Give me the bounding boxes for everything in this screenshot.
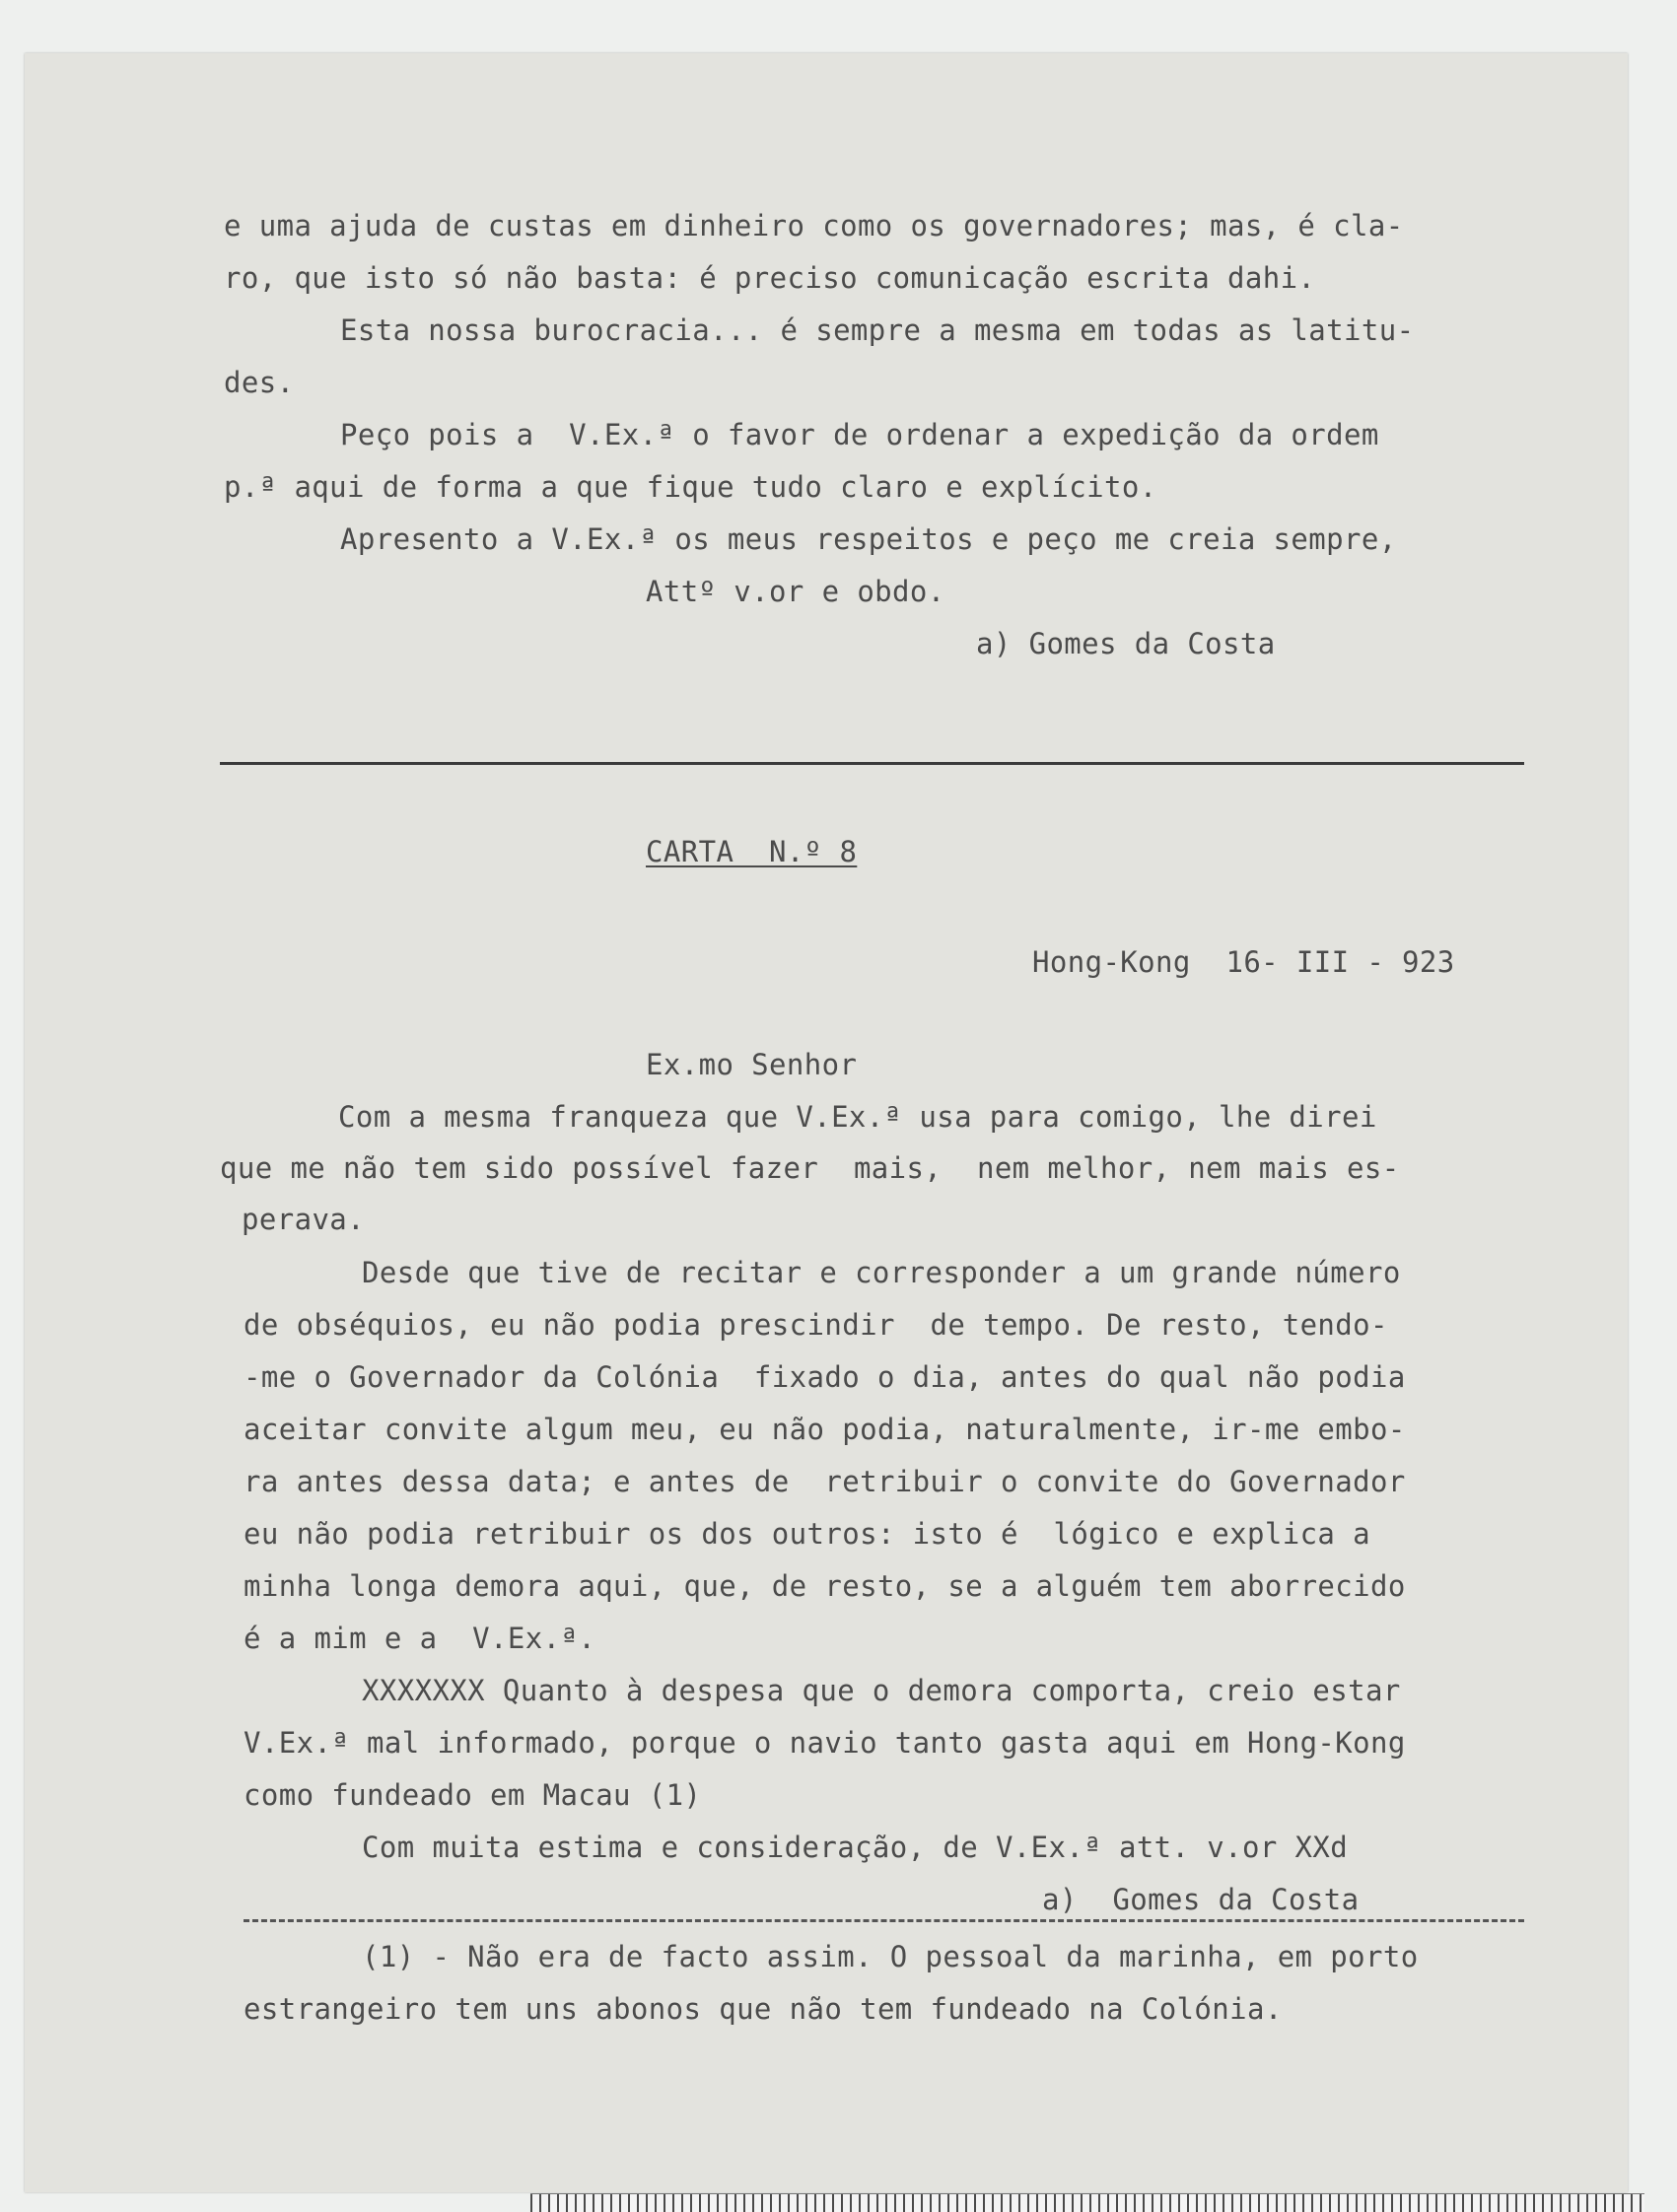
body-line-9: eu não podia retribuir os dos outros: isto é lógico e explica a — [244, 1517, 1371, 1551]
body-line-12: XXXXXXX Quanto à despesa que o demora comporta, creio estar — [362, 1674, 1401, 1707]
body-line-3: perava. — [242, 1203, 366, 1236]
continuation-line-2: ro, que isto só não basta: é preciso comunicação escrita dahi. — [224, 261, 1316, 295]
typewritten-page — [25, 53, 1628, 2192]
continuation-line-1: e uma ajuda de custas em dinheiro como os governadores; mas, é cla- — [224, 209, 1404, 242]
continuation-line-3: Esta nossa burocracia... é sempre a mesma em todas as latitu- — [340, 313, 1415, 347]
previous-signature: a) Gomes da Costa — [976, 627, 1276, 660]
body-line-8: ra antes dessa data; e antes de retribuir o convite do Governador — [244, 1465, 1406, 1498]
section-divider — [220, 762, 1524, 765]
footnote-line-1: (1) - Não era de facto assim. O pessoal da marinha, em porto — [362, 1940, 1419, 1973]
body-line-10: minha longa demora aqui, que, de resto, se a alguém tem aborrecido — [244, 1569, 1406, 1603]
salutation: Ex.mo Senhor — [646, 1048, 858, 1081]
place-date: Hong-Kong 16- III - 923 — [1032, 945, 1455, 979]
continuation-line-4: des. — [224, 366, 295, 399]
continuation-line-6: p.ª aqui de forma a que fique tudo claro e explícito. — [224, 470, 1157, 504]
body-line-7: aceitar convite algum meu, eu não podia, naturalmente, ir-me embo- — [244, 1413, 1406, 1446]
body-line-11: é a mim e a V.Ex.ª. — [244, 1622, 596, 1655]
signature: a) Gomes da Costa — [1042, 1883, 1360, 1916]
body-line-5: de obséquios, eu não podia prescindir de tempo. De resto, tendo- — [244, 1308, 1388, 1342]
continuation-line-7: Apresento a V.Ex.ª os meus respeitos e peço me creia sempre, — [340, 522, 1397, 556]
body-line-13: V.Ex.ª mal informado, porque o navio tanto gasta aqui em Hong-Kong — [244, 1726, 1406, 1760]
scanner-scale-strip — [530, 2193, 1644, 2212]
body-line-2: que me não tem sido possível fazer mais, nem melhor, nem mais es- — [220, 1151, 1400, 1185]
footnote-line-2: estrangeiro tem uns abonos que não tem fundeado na Colónia. — [244, 1992, 1283, 2026]
letter-title: CARTA N.º 8 — [646, 835, 858, 868]
body-line-14: como fundeado em Macau (1) — [244, 1778, 702, 1812]
body-line-4: Desde que tive de recitar e corresponder a um grande número — [362, 1256, 1401, 1289]
body-line-15: Com muita estima e consideração, de V.Ex.ª att. v.or XXd — [362, 1831, 1349, 1864]
closing-formula: Attº v.or e obdo. — [646, 575, 945, 608]
body-line-1: Com a mesma franqueza que V.Ex.ª usa para comigo, lhe direi — [338, 1100, 1377, 1134]
footnote-divider — [244, 1919, 1524, 1922]
continuation-line-5: Peço pois a V.Ex.ª o favor de ordenar a expedição da ordem — [340, 418, 1379, 451]
body-line-6: -me o Governador da Colónia fixado o dia, antes do qual não podia — [244, 1360, 1406, 1394]
